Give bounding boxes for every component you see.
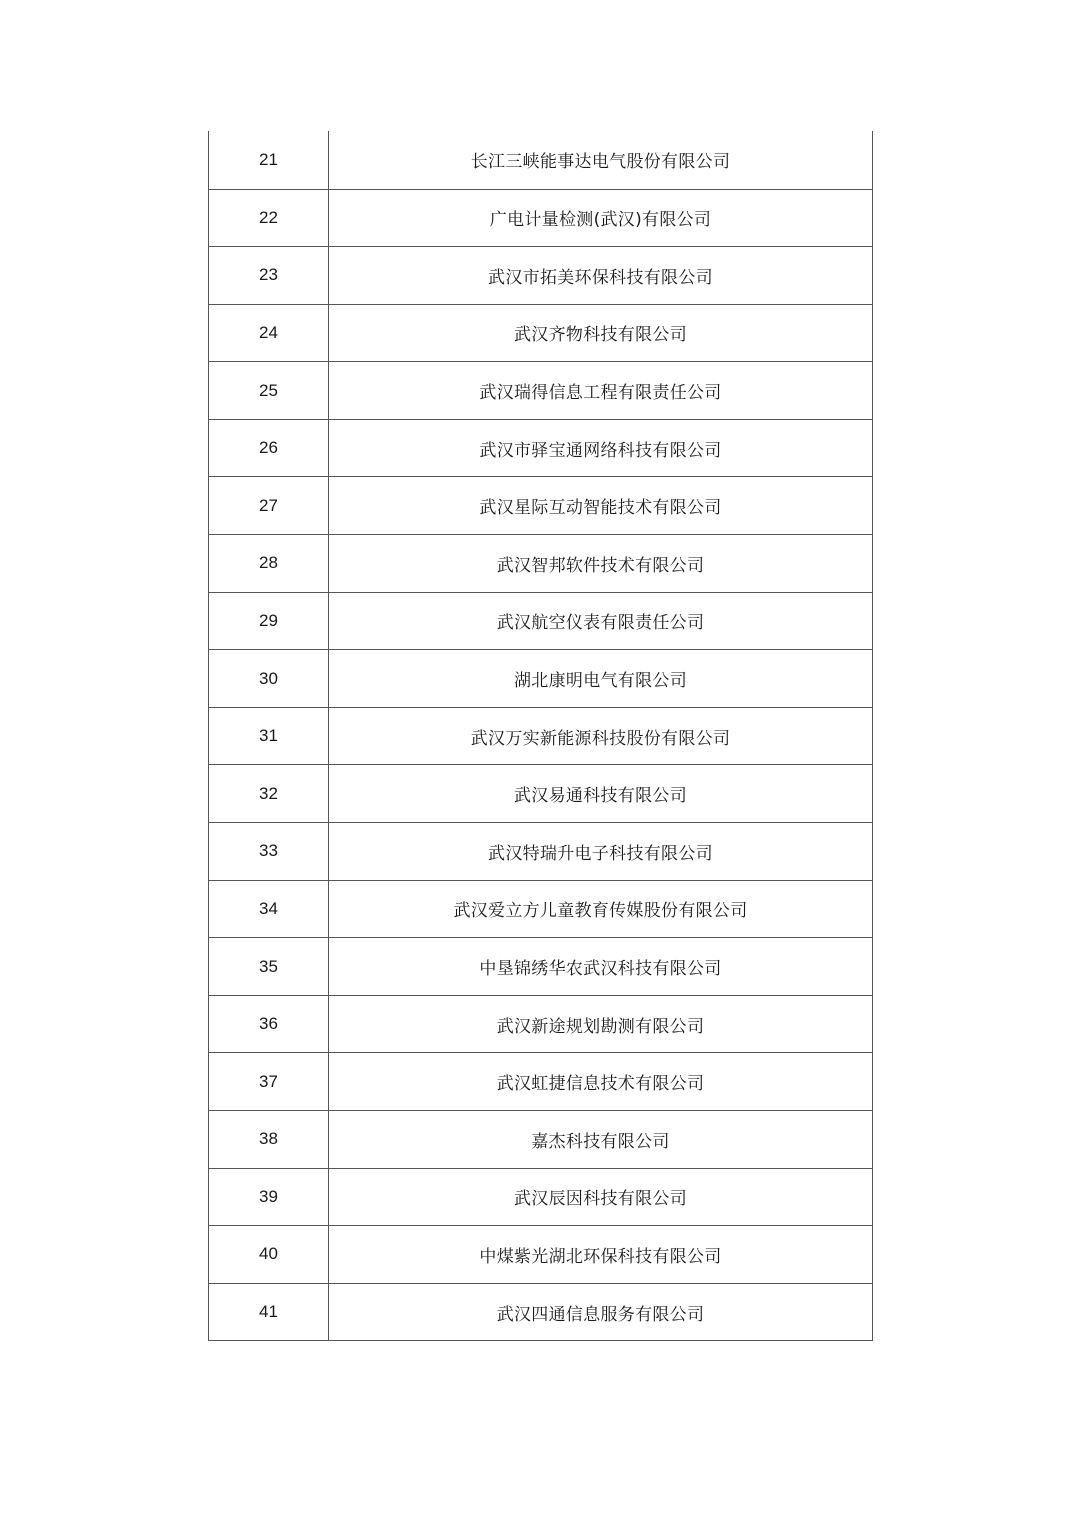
company-table-body — [209, 131, 873, 1341]
row-number: 32 — [209, 765, 329, 823]
row-number: 41 — [209, 1283, 329, 1341]
table-row — [209, 189, 873, 247]
company-name: 中煤紫光湖北环保科技有限公司 — [329, 1226, 873, 1284]
row-number: 36 — [209, 995, 329, 1053]
table-row — [209, 995, 873, 1053]
row-number: 37 — [209, 1053, 329, 1111]
table-row — [209, 362, 873, 420]
company-name: 武汉市驿宝通网络科技有限公司 — [329, 419, 873, 477]
company-name: 广电计量检测(武汉)有限公司 — [329, 189, 873, 247]
company-name: 嘉杰科技有限公司 — [329, 1111, 873, 1169]
table-row — [209, 304, 873, 362]
table-row — [209, 592, 873, 650]
row-number: 33 — [209, 823, 329, 881]
row-number: 40 — [209, 1226, 329, 1284]
row-number: 25 — [209, 362, 329, 420]
company-name: 武汉虹捷信息技术有限公司 — [329, 1053, 873, 1111]
row-number: 39 — [209, 1168, 329, 1226]
table-row — [209, 1168, 873, 1226]
table-row — [209, 535, 873, 593]
row-number: 30 — [209, 650, 329, 708]
table-row — [209, 823, 873, 881]
table-row — [209, 1226, 873, 1284]
table-row — [209, 880, 873, 938]
company-name: 武汉市拓美环保科技有限公司 — [329, 247, 873, 305]
row-number: 21 — [209, 131, 329, 189]
table-row — [209, 938, 873, 996]
table-row — [209, 1111, 873, 1169]
row-number: 27 — [209, 477, 329, 535]
row-number: 23 — [209, 247, 329, 305]
company-name: 中垦锦绣华农武汉科技有限公司 — [329, 938, 873, 996]
company-name: 武汉智邦软件技术有限公司 — [329, 535, 873, 593]
table-row — [209, 419, 873, 477]
row-number: 24 — [209, 304, 329, 362]
row-number: 28 — [209, 535, 329, 593]
table-row — [209, 650, 873, 708]
company-name: 武汉新途规划勘测有限公司 — [329, 995, 873, 1053]
table-row — [209, 765, 873, 823]
row-number: 31 — [209, 707, 329, 765]
company-name: 长江三峡能事达电气股份有限公司 — [329, 131, 873, 189]
table-row — [209, 707, 873, 765]
company-name: 武汉辰因科技有限公司 — [329, 1168, 873, 1226]
company-name: 武汉万实新能源科技股份有限公司 — [329, 707, 873, 765]
company-name: 武汉航空仪表有限责任公司 — [329, 592, 873, 650]
company-name: 武汉齐物科技有限公司 — [329, 304, 873, 362]
company-name: 武汉四通信息服务有限公司 — [329, 1283, 873, 1341]
table-row — [209, 1283, 873, 1341]
table-row — [209, 477, 873, 535]
row-number: 26 — [209, 419, 329, 477]
row-number: 22 — [209, 189, 329, 247]
company-list-table — [208, 131, 873, 1341]
company-name: 武汉爱立方儿童教育传媒股份有限公司 — [329, 880, 873, 938]
company-name: 湖北康明电气有限公司 — [329, 650, 873, 708]
company-name: 武汉瑞得信息工程有限责任公司 — [329, 362, 873, 420]
table-row — [209, 131, 873, 189]
table-row — [209, 1053, 873, 1111]
row-number: 38 — [209, 1111, 329, 1169]
table-row — [209, 247, 873, 305]
row-number: 35 — [209, 938, 329, 996]
row-number: 29 — [209, 592, 329, 650]
company-name: 武汉易通科技有限公司 — [329, 765, 873, 823]
row-number: 34 — [209, 880, 329, 938]
company-name: 武汉特瑞升电子科技有限公司 — [329, 823, 873, 881]
company-name: 武汉星际互动智能技术有限公司 — [329, 477, 873, 535]
